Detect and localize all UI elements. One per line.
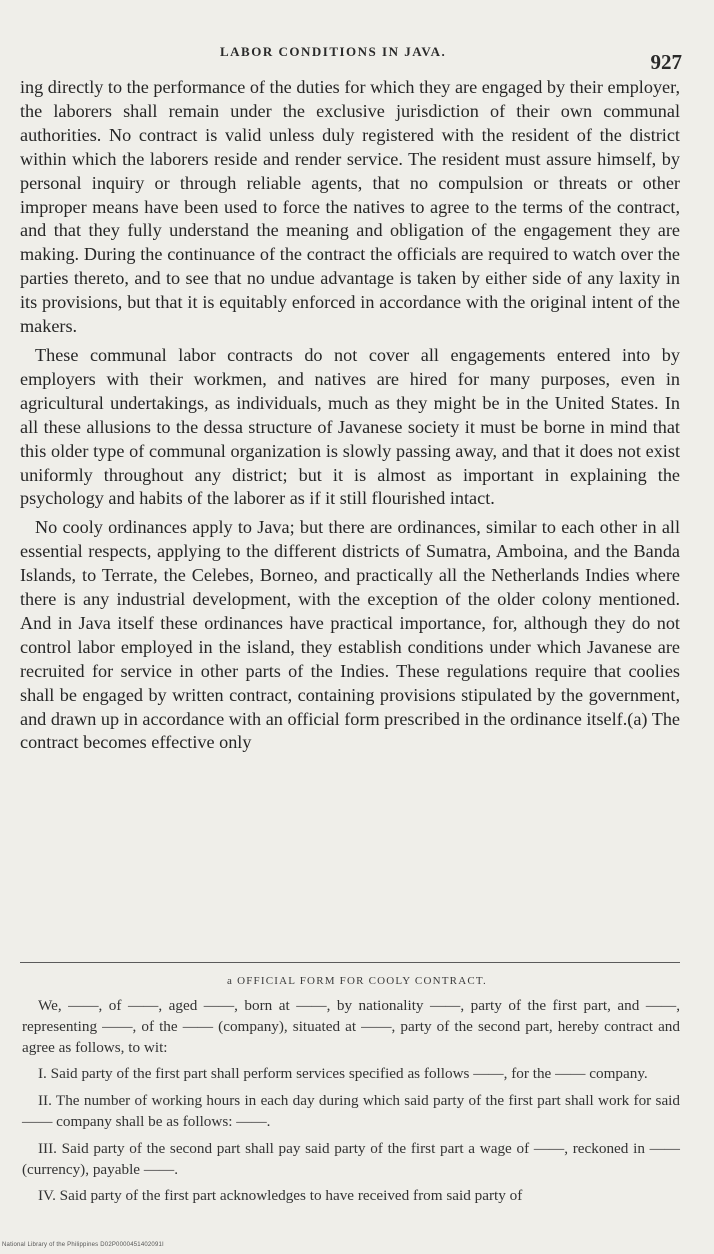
footnote-divider: [20, 962, 680, 963]
footnote-paragraph: II. The number of working hours in each day during which said party of the first part shall work for said —— company shall be as follows: ——.: [22, 1092, 680, 1130]
page-number: 927: [650, 50, 682, 74]
footnote-title: a OFFICIAL FORM FOR COOLY CONTRACT.: [227, 975, 487, 987]
footnote-paragraph: I. Said party of the first part shall perform services specified as follows ——, for the —— company.: [38, 1065, 648, 1083]
paragraph: ing directly to the performance of the duties for which they are engaged by their employer, the laborers shall remain under the exclusive jurisdiction of their own communal authorities. No contract is valid unless duly registered with the resident of the district within which the laborers reside and render service. The resident must assure himself, by personal inquiry or through reliable agents, that no compulsion or threats or other improper means have been used to force the natives to agree to the terms of the contract, and that they fully understand the meaning and obligation of the engagement they are making. During the continuance of the contract the officials are required to watch over the parties thereto, and to see that no undue advantage is taken by either side of any laxity in its provisions, but that it is equitably enforced in accordance with the original intent of the makers.: [20, 77, 680, 337]
footnote-text: [22, 996, 680, 1207]
running-head: LABOR CONDITIONS IN JAVA.: [220, 44, 447, 59]
library-footer: National Library of the Philippines D02P0000451402091I: [2, 1242, 164, 1248]
main-text: [20, 76, 680, 755]
paragraph: No cooly ordinances apply to Java; but there are ordinances, similar to each other in all essential respects, applying to the different districts of Sumatra, Amboina, and the Banda Islands, to Terrate, the Celebes, Borneo, and practically all the Netherlands Indies where there is any industrial development, with the exception of the older colony mentioned. And in Java itself these ordinances have practical importance, for, although they do not control labor employed in the island, they establish conditions under which Javanese are recruited for service in other parts of the Indies. These regulations require that coolies shall be engaged by written contract, containing provisions stipulated by the government, and drawn up in accordance with an official form prescribed in the ordinance itself.(a) The contract becomes effective only: [20, 517, 680, 753]
footnote-paragraph: III. Said party of the second part shall pay said party of the first part a wage of ——, reckoned in —— (currency), payable ——.: [22, 1139, 680, 1178]
footnote-paragraph: We, ——, of ——, aged ——, born at ——, by nationality ——, party of the first part, and ——, representing ——, of the —— (company), situated at ——, party of the second part, hereby contract and agree as follows, to wit:: [22, 997, 680, 1056]
paragraph: These communal labor contracts do not cover all engagements entered into by employers with their workmen, and natives are hired for many purposes, even in agricultural undertakings, as individuals, much as they might be in the United States. In all these allusions to the dessa structure of Javanese society it must be borne in mind that this older type of communal organization is slowly passing away, and that it does not exist uniformly throughout any district; but it is almost as important in explaining the psychology and habits of the laborer as if it still flourished intact.: [20, 344, 680, 509]
footnote-paragraph: IV. Said party of the first part acknowledges to have received from said party of: [38, 1187, 523, 1205]
